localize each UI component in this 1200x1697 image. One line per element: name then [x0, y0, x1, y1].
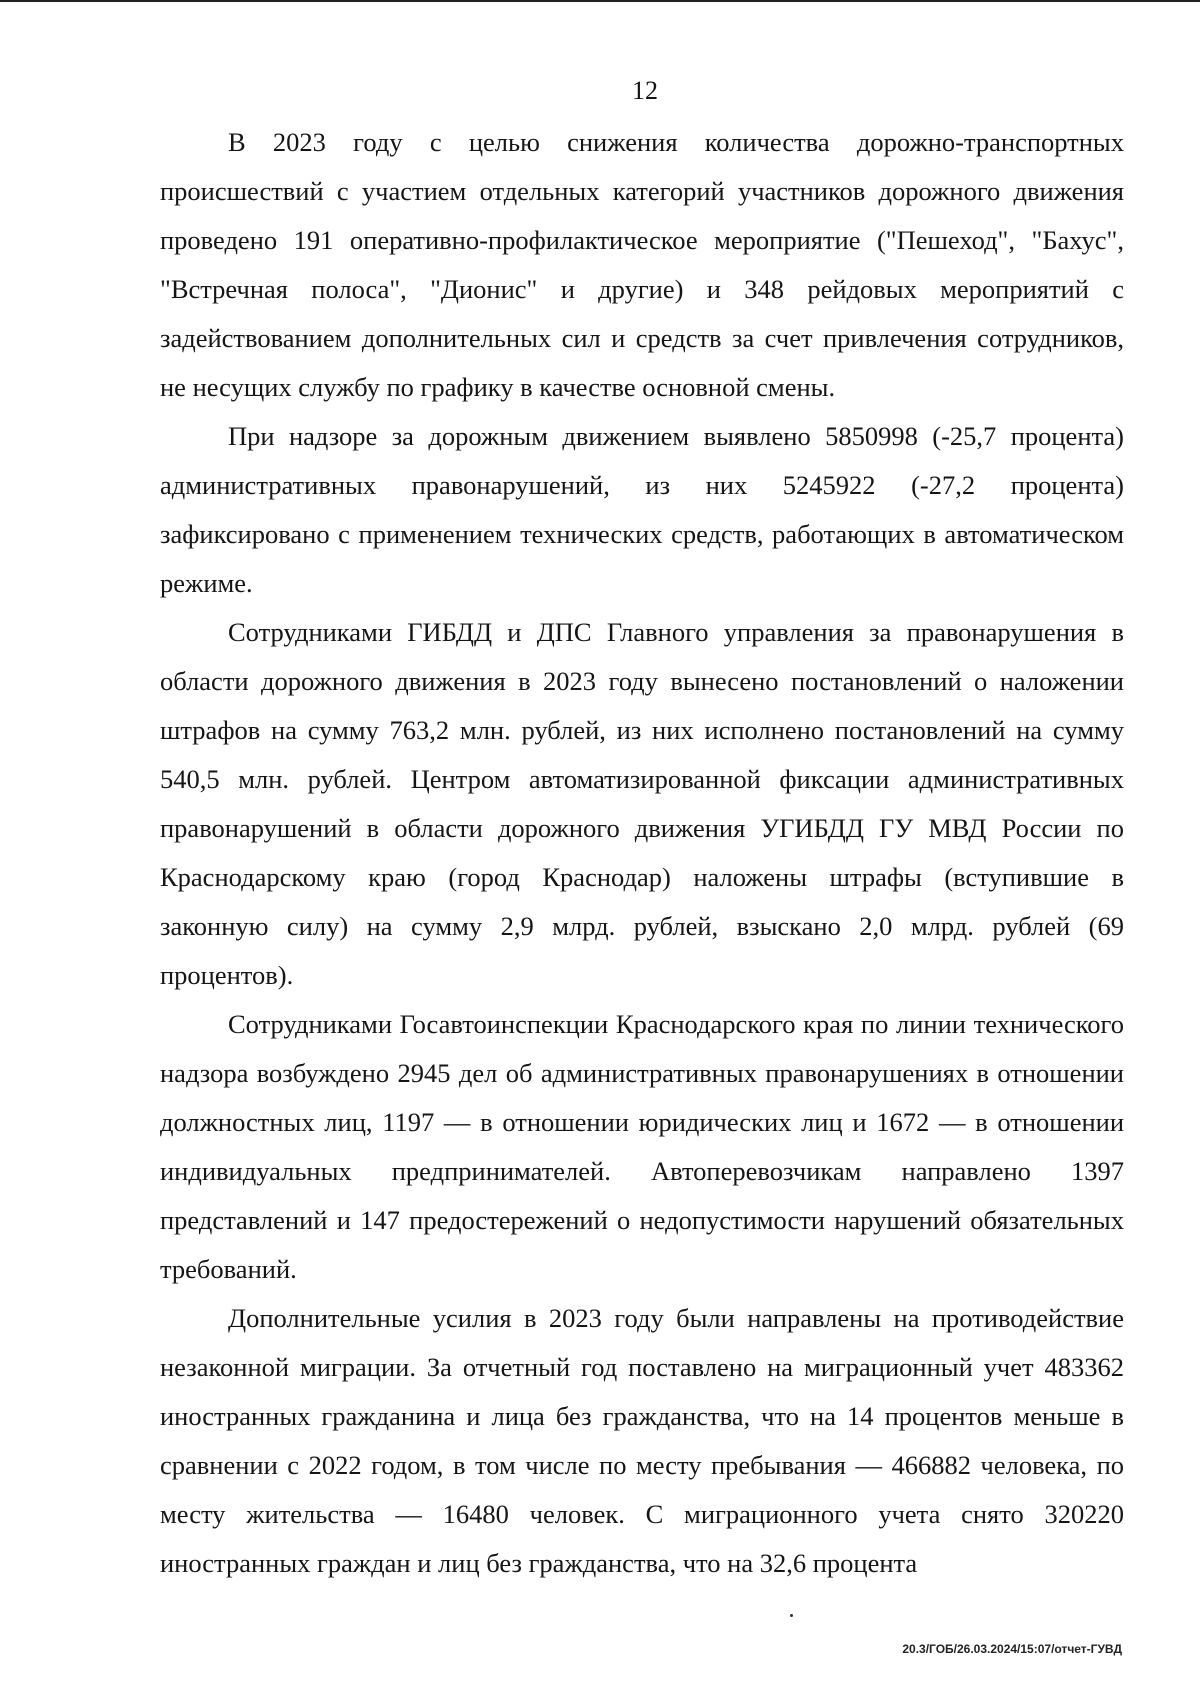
paragraph-migration: Дополнительные усилия в 2023 году были направлены на противодействие незаконной миграции. За отчетный год поставлено на миграционный учет 483362 иностранных гражданина и лица без гражданства, что на 14 процентов меньше в сравнении с 2022 годом, в том числе по месту пребывания — 466882 человека, по месту жительства — 16480 человек. С миграционного учета снято 320220 иностранных граждан и лиц без гражданства, что на 32,6 процента [160, 1303, 1124, 1578]
footer-stamp: 20.3/ГОБ/26.03.2024/15:07/отчет-ГУВД [902, 1642, 1122, 1656]
scan-speck [790, 1614, 793, 1617]
paragraph-fines: Сотрудниками ГИБДД и ДПС Главного управления за правонарушения в области дорожного движения в 2023 году вынесено постановлений о наложении штрафов на сумму 763,2 млн. рублей, из них исполнено постановлений на сумму 540,5 млн. рублей. Центром автоматизированной фиксации административных правонарушений в области дорожного движения УГИБДД ГУ МВД России по Краснодарскому краю (город Краснодар) наложены штрафы (вступившие в законную силу) на сумму 2,9 млрд. рублей, взыскано 2,0 млрд. рублей (69 процентов). [160, 617, 1124, 990]
paragraph-traffic-violations: При надзоре за дорожным движением выявлено 5850998 (-25,7 процента) административных правонарушений, из них 5245922 (-27,2 процента) зафиксировано с применением технических средств, работающих в автоматическом режиме. [160, 421, 1124, 598]
paragraph-road-safety-measures: В 2023 году с целью снижения количества дорожно-транспортных происшествий с участием отдельных категорий участников дорожного движения проведено 191 оперативно-профилактическое мероприятие ("Пешеход", "Бахус", "Встречная полоса", "Дионис" и другие) и 348 рейдовых мероприятий с задействованием дополнительных сил и средств за счет привлечения сотрудников, не несущих службу по графику в качестве основной смены. [160, 127, 1124, 402]
paragraph-technical-supervision: Сотрудниками Госавтоинспекции Краснодарского края по линии технического надзора возбуждено 2945 дел об административных правонарушениях в отношении должностных лиц, 1197 — в отношении юридических лиц и 1672 — в отношении индивидуальных предпринимателей. Автоперевозчикам направлено 1397 представлений и 147 предостережений о недопустимости нарушений обязательных требований. [160, 1009, 1124, 1284]
document-body [160, 118, 1124, 1588]
page-number: 12 [632, 76, 658, 105]
